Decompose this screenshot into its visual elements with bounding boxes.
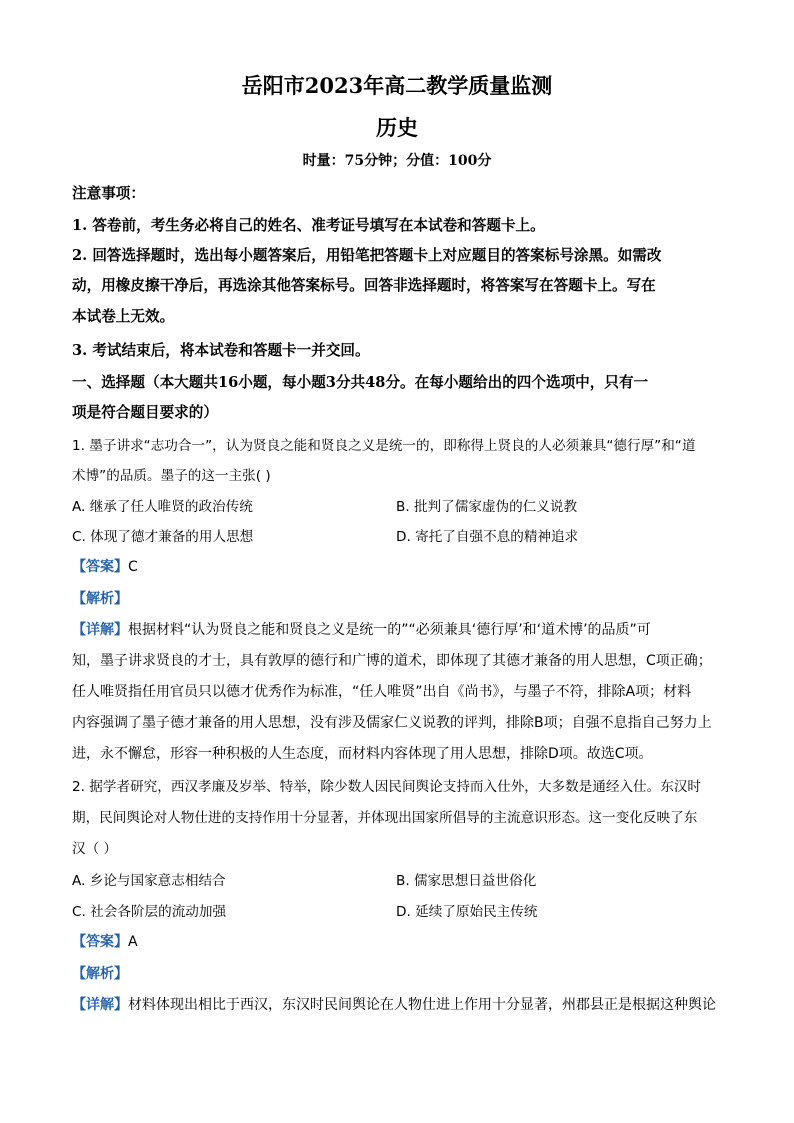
detail-text: 根据材料“认为贤良之能和贤良之义是统一的”“必须兼具‘德行厚’和‘道术博’的品质”可 [128, 622, 651, 638]
question-stem: 术博”的品质。墨子的这一主张( ) [72, 468, 271, 484]
detail-line: 知，墨子讲求贤良的才士，具有敦厚的德行和广博的道术，即体现了其德才兼备的用人思想，C项正确； [72, 653, 712, 669]
option-c: C. 体现了德才兼备的用人思想 [72, 529, 254, 545]
analysis-tag: 【解析】 [72, 591, 128, 607]
option-b: B. 儒家思想日益世俗化 [396, 873, 537, 889]
detail-tag: 【详解】 [72, 622, 128, 638]
option-a: A. 继承了任人唯贤的政治传统 [72, 499, 253, 515]
option-a: A. 乡论与国家意志相结合 [72, 873, 226, 889]
detail-line [72, 619, 722, 639]
exam-title: 岳阳市2023年高二教学质量监测 [241, 73, 553, 98]
subject-title: 历史 [376, 115, 418, 140]
time-info: 时量：75分钟；分值：100分 [302, 153, 492, 169]
detail-text: 材料体现出相比于西汉，东汉时民间舆论在人物仕进上作用十分显著，州郡县正是根据这种舆论 [128, 997, 716, 1013]
detail-line: 进，永不懈怠，形容一种积极的人生态度，而材料内容体现了用人思想，排除D项。故选C项。 [72, 746, 653, 762]
answer-row [72, 931, 138, 951]
option-b: B. 批判了儒家虚伪的仁义说教 [396, 499, 578, 515]
question-stem: 期，民间舆论对人物仕进的支持作用十分显著，并体现出国家所倡导的主流意识形态。这一变化反映了东 [72, 810, 698, 826]
answer-tag: 【答案】 [72, 559, 128, 575]
section-heading-cont: 项是符合题目要求的） [72, 404, 218, 421]
notice-line: 1. 答卷前，考生务必将自己的姓名、准考证号填写在本试卷和答题卡上。 [72, 217, 545, 234]
detail-line: 任人唯贤指任用官员只以德才优秀作为标准，“任人唯贤”出自《尚书》，与墨子不符，排除A项；材料 [72, 684, 692, 700]
question-stem: 1. 墨子讲求“志功合一”，认为贤良之能和贤良之义是统一的，即称得上贤良的人必须兼具“德行厚”和“道 [72, 438, 696, 454]
answer-value: C [128, 559, 138, 575]
notice-line: 本试卷上无效。 [72, 308, 175, 325]
analysis-row [72, 963, 128, 983]
notice-line: 动，用橡皮擦干净后，再选涂其他答案标号。回答非选择题时，将答案写在答题卡上。写在 [72, 277, 656, 294]
detail-tag: 【详解】 [72, 997, 128, 1013]
detail-line [72, 994, 722, 1014]
option-c: C. 社会各阶层的流动加强 [72, 904, 227, 920]
answer-value: A [128, 934, 138, 950]
notice-line: 2. 回答选择题时，选出每小题答案后，用铅笔把答题卡上对应题目的答案标号涂黑。如需改 [72, 247, 662, 264]
answer-row [72, 556, 138, 576]
analysis-row [72, 588, 128, 608]
section-heading: 一、选择题（本大题共16小题，每小题3分共48分。在每小题给出的四个选项中，只有一 [72, 374, 649, 391]
notice-heading: 注意事项： [72, 185, 145, 202]
question-stem: 汉（ ） [72, 841, 118, 857]
option-d: D. 寄托了自强不息的精神追求 [396, 529, 579, 545]
analysis-tag: 【解析】 [72, 966, 128, 982]
answer-tag: 【答案】 [72, 934, 128, 950]
question-stem: 2. 据学者研究，西汉孝廉及岁举、特举，除少数人因民间舆论支持而入仕外，大多数是通经入仕。东汉时 [72, 779, 702, 795]
notice-line: 3. 考试结束后，将本试卷和答题卡一并交回。 [72, 342, 370, 359]
option-d: D. 延续了原始民主传统 [396, 904, 538, 920]
detail-line: 内容强调了墨子德才兼备的用人思想，没有涉及儒家仁义说教的评判，排除B项；自强不息指自己努力上 [72, 715, 712, 731]
